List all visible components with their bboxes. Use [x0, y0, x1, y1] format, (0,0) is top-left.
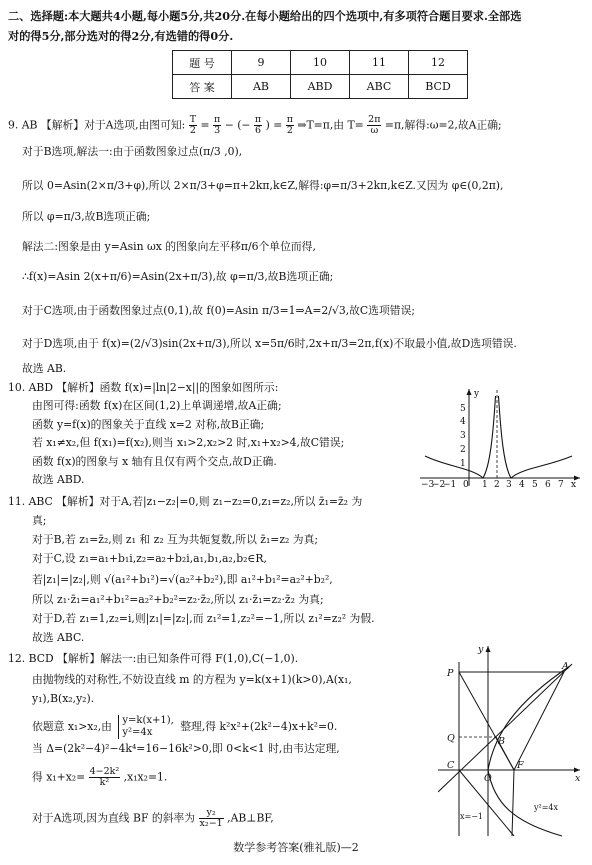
point-label-Q: Q [447, 733, 455, 744]
q11-line-5: 若|z₁|=|z₂|,则 √(a₁²+b₁²)=√(a₂²+b₂²),即 a₁²+b₁²=a₂²+b₂², [32, 573, 333, 586]
x-tick-label: 4 [519, 480, 525, 490]
fraction: $\frac{2\pi}{\omega}$ [368, 114, 381, 136]
x-tick-label: 5 [532, 480, 538, 490]
q10-line-3: 函数 y=f(x)的图象关于直线 x=2 对称,故B正确; [32, 418, 265, 431]
fraction: $\frac{\pi}{6}$ [254, 114, 262, 136]
point-label-O: O [484, 773, 492, 784]
q9-line-7: 对于C选项,由于函数图象过点(0,1),故 f(0)=Asin π/3=1⇒A=2/√3,故C选项错误; [22, 304, 416, 317]
q11-line-8: 故选 ABC. [32, 631, 85, 644]
fraction: $\frac{\text{y₂}}{\text{x₂−1}}$ [199, 807, 223, 829]
table-cell: 11 [350, 51, 409, 75]
fraction: $\frac{\text{4−2k²}}{\text{k²}}$ [89, 766, 120, 788]
q12-line-1: 12. BCD 【解析】解法一:由已知条件可得 F(1,0),C(−1,0). [8, 652, 299, 665]
q12-line-7: 对于A选项,因为直线 BF 的斜率为 $\frac{\text{y₂}}{\text{x₂−1}}$ ,AB⊥BF, [32, 807, 274, 829]
x-tick-label: 2 [494, 480, 500, 490]
table-cell: 答 案 [173, 75, 232, 99]
q9-line-9: 故选 AB. [22, 362, 67, 375]
table-cell: AB [232, 75, 291, 99]
y-axis-label: y [478, 644, 484, 655]
point-label-F: F [517, 760, 524, 771]
section-title: 二、选择题:本大题共4小题,每小题5分,共20分.在每小题给出的四个选项中,有多项符合题目要求.全部选 [8, 9, 522, 23]
table-cell: 12 [409, 51, 468, 75]
q9-line-1: 9. AB 【解析】对于A选项,由图可知: $\frac{T}{2}$ = $\frac{\pi}{3}$ − (− $\frac{\pi}{6}$ ) = $\frac{\pi}{2}$ ⇒T=π,由 T= $\frac{2\pi}{\omega}$ =π,解得:ω=2,故A正确; [8, 114, 502, 136]
table-cell: 10 [291, 51, 350, 75]
q11-line-1: 11. ABC 【解析】对于A,若|z₁−z₂|=0,则 z₁−z₂=0,z₁=z₂,所以 z̄₁=z̄₂ 为 [8, 495, 363, 508]
segment-F-down [512, 770, 514, 836]
fraction: $\frac{\pi}{2}$ [286, 114, 293, 136]
q9-line-4: 所以 φ=π/3,故B选项正确; [22, 210, 151, 223]
q12-line-4: 依题意 x₁>x₂,由 y=k(x+1), y²=4x 整理,得 k²x²+(2k²−4)x+k²=0. [32, 715, 338, 738]
q11-line-7: 对于D,若 z₁=1,z₂=i,则|z₁|=|z₂|,而 z₁²=1,z₂²=−1,所以 z₁²=z₂² 为假. [32, 612, 375, 625]
x-tick-label: −1 [443, 480, 457, 490]
point-label-B: B [498, 736, 505, 747]
q9-line-2: 对于B选项,解法一:由于函数图象过点(π/3 ,0), [22, 145, 243, 158]
point-label-P: P [447, 668, 454, 679]
x-axis-arrow [574, 768, 580, 773]
equation-system: y=k(x+1), y²=4x [118, 715, 173, 739]
table-cell: 9 [232, 51, 291, 75]
y-axis-arrow [486, 646, 491, 652]
y-axis-label: y [474, 389, 480, 399]
x-tick-label: −3 [421, 480, 435, 490]
point-label-C: C [447, 760, 455, 771]
q12-parabola-figure [438, 642, 584, 838]
q11-line-6: 所以 z₁·z̄₁=a₁²+b₁²=a₂²+b₂²=z₂·z̄₂,所以 z₁·z̄₁=z₂·z̄₂ 为真; [32, 593, 324, 606]
y-tick-label: 5 [460, 404, 466, 414]
q10-line-6: 故选 ABD. [32, 473, 85, 486]
q10-line-1: 10. ABD 【解析】函数 f(x)=|ln|2−x||的图象如图所示: [8, 381, 279, 394]
table-cell: ABD [291, 75, 350, 99]
x-axis-label: x [571, 480, 577, 490]
q11-line-3: 对于B,若 z₁=z̄₂,则 z₁ 和 z₂ 互为共轭复数,所以 z̄₁=z₂ 为真; [32, 533, 319, 546]
segment-PF [459, 672, 514, 770]
page-footer: 数学参考答案(雅礼版)—2 [233, 841, 359, 854]
y-axis-arrow [467, 389, 472, 395]
q12-line-3: y₁),B(x₂,y₂). [32, 692, 95, 705]
parabola-label: y²=4x [534, 803, 559, 812]
q10-line-2: 由图可得:函数 f(x)在区间(1,2)上单调递增,故A正确; [32, 399, 282, 412]
table-row [173, 75, 468, 99]
table-cell: ABC [350, 75, 409, 99]
q12-line-2: 由抛物线的对称性,不妨设直线 m 的方程为 y=k(x+1)(k>0),A(x₁, [32, 673, 352, 686]
q9-text: 9. AB 【解析】对于A选项,由图可知: [8, 118, 186, 132]
line-m [438, 664, 572, 792]
q9-line-3: 所以 0=Asin(2×π/3+φ),所以 2×π/3+φ=π+2kπ,k∈Z,解得:φ=π/3+2kπ,k∈Z.又因为 φ∈(0,2π), [22, 179, 504, 192]
x-tick-label: 6 [545, 480, 551, 490]
table-cell: BCD [409, 75, 468, 99]
fraction: $\frac{\pi}{3}$ [214, 114, 221, 136]
x-tick-label: 7 [558, 480, 564, 490]
q10-line-4: 若 x₁≠x₂,但 f(x₁)=f(x₂),则当 x₁>2,x₂>2 时,x₁+x₂>4,故C错误; [32, 436, 345, 449]
q9-line-6: ∴f(x)=Asin 2(x+π/6)=Asin(2x+π/3),故 φ=π/3,故B选项正确; [22, 270, 334, 283]
x-tick-label: −2 [432, 480, 446, 490]
x-axis-label: x [575, 773, 581, 784]
fraction: $\frac{T}{2}$ [189, 114, 197, 136]
y-tick-label: 3 [460, 431, 466, 441]
q9-line-5: 解法二:图象是由 y=Asin ωx 的图象向左平移π/6个单位而得, [22, 240, 316, 253]
parabola-upper [488, 666, 570, 770]
y-tick-label: 2 [460, 445, 466, 455]
q10-line-5: 函数 f(x)的图象与 x 轴有且仅有两个交点,故D正确. [32, 455, 277, 468]
section-title-line2: 对的得5分,部分选对的得2分,有选错的得0分. [8, 29, 234, 43]
q12-line-6: 得 x₁+x₂= $\frac{\text{4−2k²}}{\text{k²}}$ ,x₁x₂=1. [32, 766, 168, 788]
q12-line-5: 当 Δ=(2k²−4)²−4k⁴=16−16k²>0,即 0<k<1 时,由韦达定理, [32, 742, 340, 755]
table-row [173, 51, 468, 75]
curve-right [499, 396, 573, 478]
q11-line-4: 对于C,设 z₁=a₁+b₁i,z₂=a₂+b₂i,a₁,b₁,a₂,b₂∈R, [32, 552, 267, 565]
directrix-label: x=−1 [460, 812, 484, 821]
y-tick-label: 1 [460, 459, 466, 469]
q11-line-2: 真; [32, 514, 47, 527]
x-tick-label: 1 [482, 480, 488, 490]
answer-table [172, 50, 468, 99]
q9-line-8: 对于D选项,由于 f(x)=(2/√3)sin(2x+π/3),所以 x=5π/6时,2x+π/3=2π,f(x)不取最小值,故D选项错误. [22, 337, 517, 350]
y-tick-label: 4 [460, 417, 466, 427]
x-tick-label: 3 [506, 480, 512, 490]
x-tick-label: 0 [463, 480, 469, 490]
table-cell: 题 号 [173, 51, 232, 75]
q10-function-graph [420, 386, 586, 490]
segment-FA [514, 672, 564, 770]
point-label-A: A [562, 661, 569, 672]
